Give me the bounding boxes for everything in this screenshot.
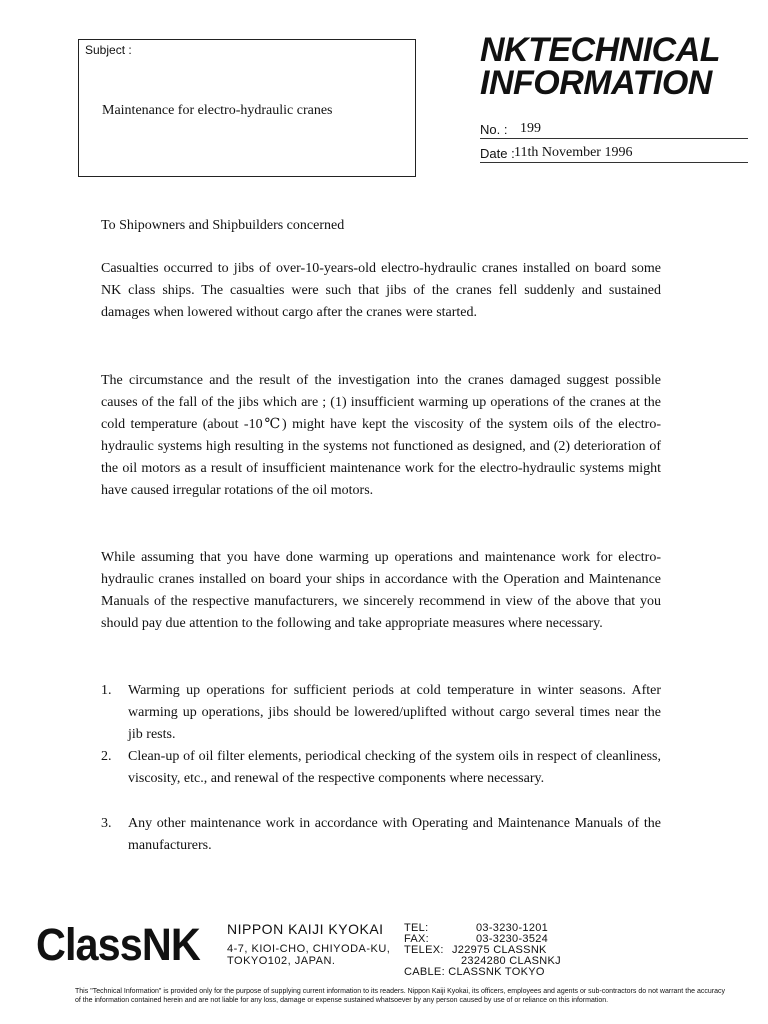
fax-label: FAX: [404, 933, 430, 945]
subject-box [78, 39, 416, 177]
date-label: Date : [480, 146, 515, 161]
address-line-1: 4-7, KIOI-CHO, CHIYODA-KU, [227, 943, 391, 955]
list-text: Clean-up of oil filter elements, periodical checking of the system oils in respect of cleanliness, viscosity, etc., and renewal of the respective components where necessary. [128, 749, 661, 786]
paragraph-1: Casualties occurred to jibs of over-10-years-old electro-hydraulic cranes installed on board some NK class ships. The casualties were such that jibs of the cranes fell suddenly and sustained damages when lowered without cargo after the cranes were started. [101, 261, 661, 320]
telex-value-2: 2324280 CLASNKJ [461, 955, 561, 967]
disclaimer: This "Technical Information" is provided only for the purpose of supplying current information to its readers. Nippon Kaiji Kyokai, its officers, employees and agents or sub-contractors do not warrant the accuracy of the information contained herein and are not liable for any loss, damage or expense sustained whatsoever by any person caused by use of or reliance on this information. [75, 988, 725, 1004]
number-line [480, 120, 748, 139]
list-number: 2. [101, 749, 112, 764]
list-text: Warming up operations for sufficient periods at cold temperature in winter seasons. After warming up operations, jibs should be lowered/uplifted without cargo several times near the jib rests. [128, 683, 661, 742]
document-title [480, 31, 721, 102]
title-line-1: NKTECHNICAL [480, 31, 721, 69]
title-line-2: INFORMATION [480, 64, 712, 102]
number-value: 199 [520, 121, 541, 136]
fax-value: 03-3230-3524 [476, 933, 549, 945]
telex-label: TELEX: [404, 944, 444, 956]
date-line [480, 144, 748, 163]
list-number: 1. [101, 683, 112, 698]
paragraph-2: The circumstance and the result of the investigation into the cranes damaged suggest possible causes of the fall of the jibs which are ; (1) insufficient warming up operations of the cranes at the cold temperature (about -10℃) might have kept the viscosity of the system oils of the electro-hydraulic systems high resulting in the systems not functioned as designed, and (2) deterioration of the oil motors as a result of insufficient maintenance work for the electro-hydraulic systems might have caused irregular rotations of the oil motors. [101, 373, 661, 498]
list-number: 3. [101, 816, 112, 831]
list-text: Any other maintenance work in accordance with Operating and Maintenance Manuals of the manufacturers. [128, 816, 661, 853]
telex-value-1: J22975 CLASSNK [452, 944, 547, 956]
tel-label: TEL: [404, 922, 429, 934]
address-line-2: TOKYO102, JAPAN. [227, 955, 336, 967]
subject-label: Subject : [85, 43, 132, 57]
cable-address: CABLE: CLASSNK TOKYO [404, 966, 545, 978]
tel-value: 03-3230-1201 [476, 922, 549, 934]
paragraph-3: While assuming that you have done warming up operations and maintenance work for electro-hydraulic cranes installed on board your ships in accordance with the Operation and Maintenance Manuals of the respective manufacturers, we sincerely recommend in view of the above that you should pay due attention to the following and take appropriate measures where necessary. [101, 550, 661, 631]
date-value: 11th November 1996 [514, 145, 633, 160]
addressee: To Shipowners and Shipbuilders concerned [101, 218, 345, 233]
classnk-logo: ClassNK [36, 919, 200, 970]
subject-text: Maintenance for electro-hydraulic cranes [102, 103, 333, 118]
organization-name: NIPPON KAIJI KYOKAI [227, 921, 384, 937]
number-label: No. : [480, 122, 508, 137]
